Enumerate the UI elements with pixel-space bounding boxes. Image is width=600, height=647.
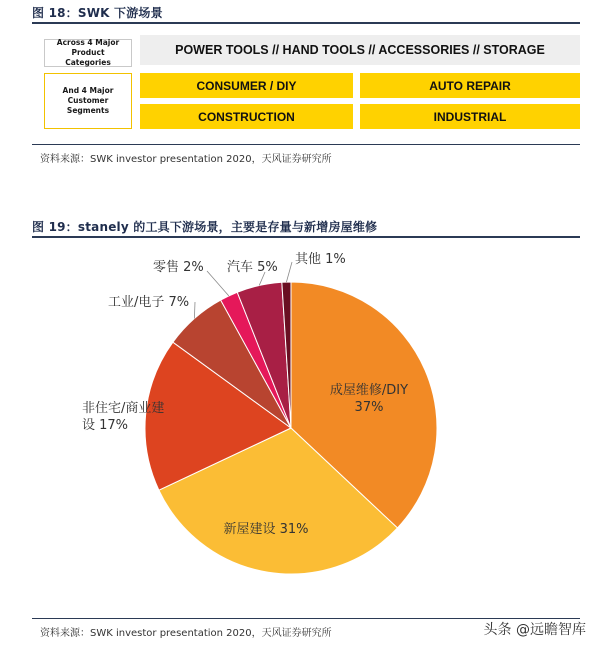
product-categories-bar: POWER TOOLS // HAND TOOLS // ACCESSORIES // STORAGE xyxy=(140,35,580,65)
label-diy: 37% xyxy=(354,400,384,415)
watermark: 头条 @远瞻智库 xyxy=(483,622,586,638)
segment-industrial: INDUSTRIAL xyxy=(360,104,580,129)
product-categories-label: Across 4 Major Product Categories xyxy=(44,39,132,67)
figure-19-source: 资料来源：SWK investor presentation 2020，天风证券研究所 xyxy=(40,628,332,639)
leader-industrial xyxy=(194,302,195,319)
segment-consumer-diy: CONSUMER / DIY xyxy=(140,73,353,98)
label-nonresidential: 设 17% xyxy=(82,418,129,433)
leader-other xyxy=(286,262,292,282)
figure-19-title: 图 19：stanely 的工具下游场景，主要是存量与新增房屋维修 xyxy=(32,220,378,234)
label-auto: 汽车 5% xyxy=(227,260,278,275)
label-industrial: 工业/电子 7% xyxy=(108,295,190,310)
label-new-construction: 新屋建设 31% xyxy=(223,522,309,537)
label-retail: 零售 2% xyxy=(153,260,204,275)
label-diy: 成屋维修/DIY xyxy=(329,383,409,398)
segment-construction: CONSTRUCTION xyxy=(140,104,353,129)
figure-18-source: 资料来源：SWK investor presentation 2020，天风证券研究所 xyxy=(40,154,332,165)
label-nonresidential: 非住宅/商业建 xyxy=(82,401,165,416)
segment-auto-repair: AUTO REPAIR xyxy=(360,73,580,98)
figure-18-title: 图 18：SWK 下游场景 xyxy=(32,6,163,20)
customer-segments-label: And 4 Major Customer Segments xyxy=(44,73,132,129)
label-other: 其他 1% xyxy=(295,252,346,267)
leader-retail xyxy=(207,271,229,296)
